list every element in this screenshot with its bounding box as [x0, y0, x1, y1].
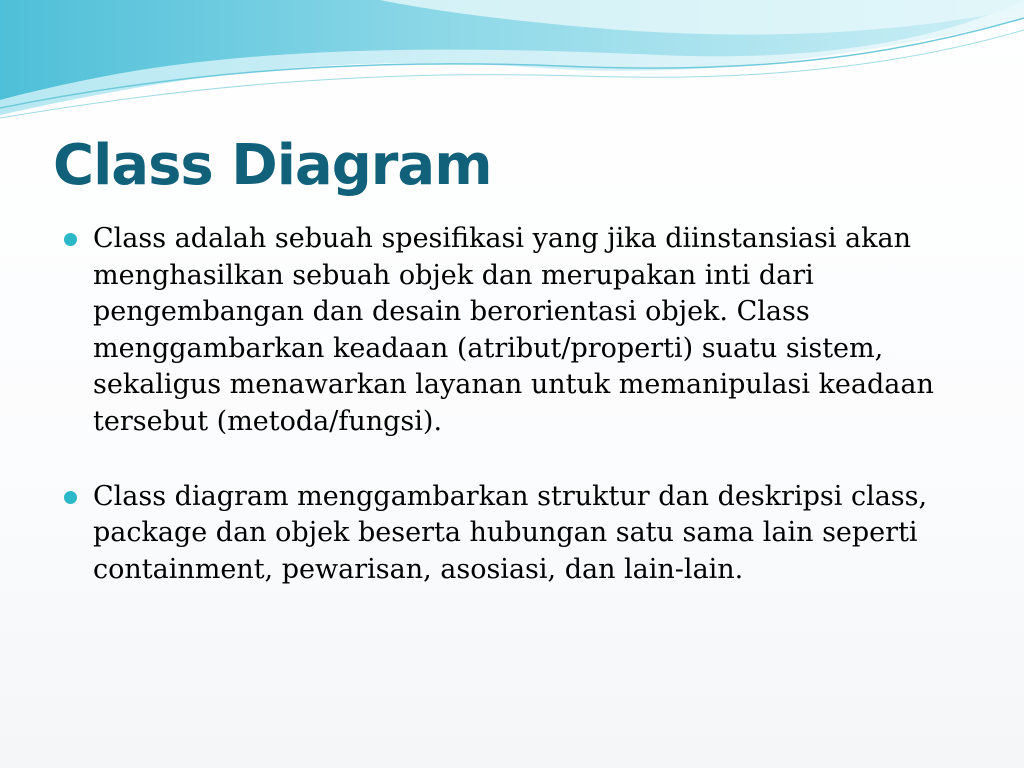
bullet-list [60, 221, 960, 626]
bullet-dot-icon [64, 233, 77, 246]
slide-title: Class Diagram [53, 133, 492, 198]
bullet-item [60, 221, 960, 441]
bullet-text: Class adalah sebuah spesifikasi yang jika diinstansiasi akan menghasilkan sebuah objek dan merupakan inti dari pengembangan dan desain berorientasi objek. Class menggambarkan keadaan (atribut/properti) suatu sistem, sekaligus menawarkan layanan untuk memanipulasi keadaan tersebut (metoda/fungsi). [93, 223, 934, 437]
header-wave-decoration [0, 0, 1024, 130]
bullet-dot-icon [64, 491, 77, 504]
bullet-item [60, 479, 960, 589]
bullet-text: Class diagram menggambarkan struktur dan deskripsi class, package dan objek beserta hubungan satu sama lain seperti containment, pewarisan, asosiasi, dan lain-lain. [93, 480, 928, 585]
